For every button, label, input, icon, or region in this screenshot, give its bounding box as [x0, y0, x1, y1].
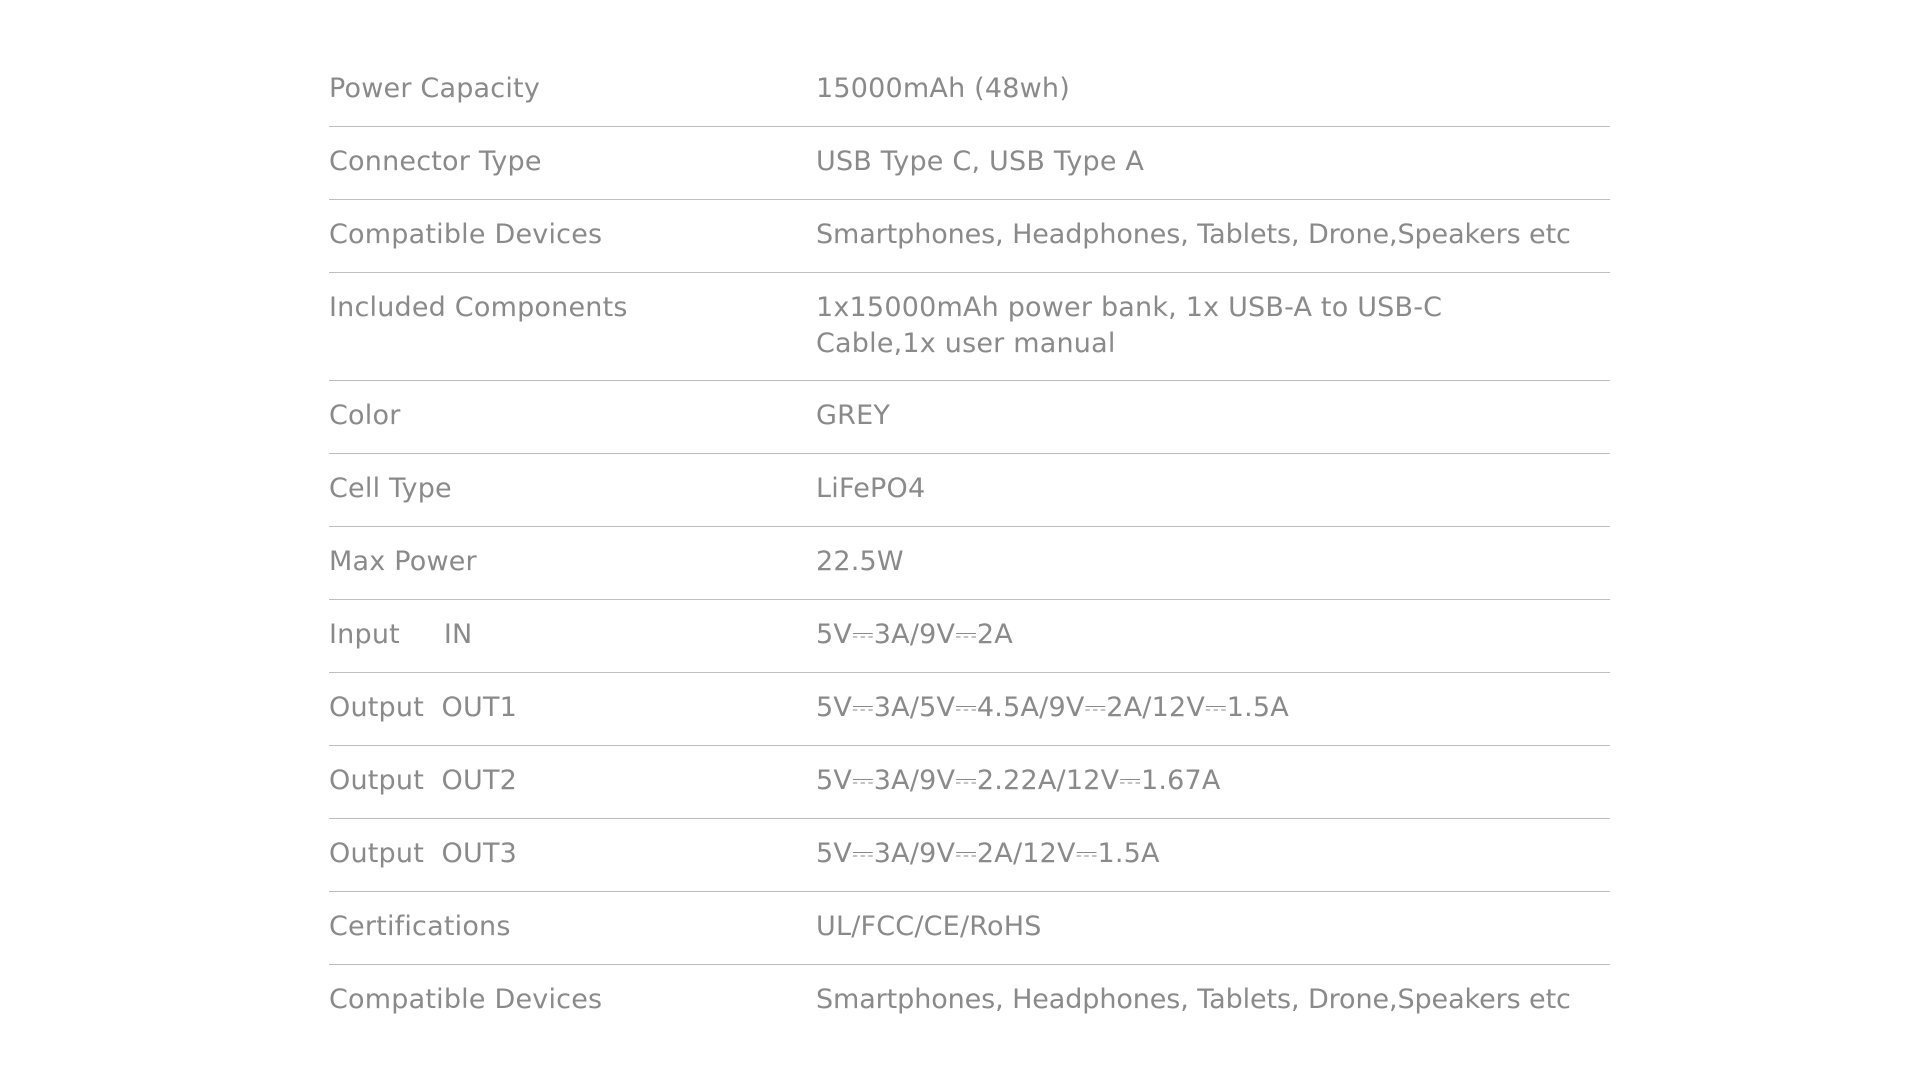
spec-row-input [329, 600, 1610, 673]
spec-label: Output OUT2 [329, 765, 518, 796]
spec-row-compatible-devices [329, 200, 1610, 273]
spec-label: Color [329, 400, 401, 431]
spec-row-output-out2 [329, 746, 1610, 819]
spec-label: Output OUT3 [329, 838, 518, 869]
spec-value: USB Type C, USB Type A [816, 146, 1145, 177]
spec-row-compatible-devices-2 [329, 965, 1610, 1038]
spec-row-cell-type [329, 454, 1610, 527]
spec-value: 5V⎓3A/9V⎓2A/12V⎓1.5A [816, 838, 1160, 869]
spec-value: 5V⎓3A/5V⎓4.5A/9V⎓2A/12V⎓1.5A [816, 692, 1289, 723]
spec-value: LiFePO4 [816, 473, 926, 504]
spec-row-power-capacity [329, 54, 1610, 127]
spec-row-max-power [329, 527, 1610, 600]
spec-label: Power Capacity [329, 73, 541, 104]
spec-value: 5V⎓3A/9V⎓2A [816, 619, 1013, 650]
spec-label: Connector Type [329, 146, 542, 177]
spec-row-included-components [329, 273, 1610, 381]
spec-row-output-out3 [329, 819, 1610, 892]
spec-label: Compatible Devices [329, 984, 603, 1015]
spec-label: Included Components [329, 292, 628, 323]
spec-value: Smartphones, Headphones, Tablets, Drone,Speakers etc [816, 984, 1571, 1015]
spec-value: 22.5W [816, 546, 904, 577]
spec-label: Compatible Devices [329, 219, 603, 250]
spec-label: Cell Type [329, 473, 452, 504]
spec-row-output-out1 [329, 673, 1610, 746]
spec-value: GREY [816, 400, 891, 431]
spec-value: 1x15000mAh power bank, 1x USB-A to USB-C Cable,1x user manual [816, 292, 1443, 359]
spec-row-color [329, 381, 1610, 454]
spec-label: Output OUT1 [329, 692, 518, 723]
spec-value: 5V⎓3A/9V⎓2.22A/12V⎓1.67A [816, 765, 1221, 796]
spec-label: Input IN [329, 619, 473, 650]
spec-table [329, 54, 1610, 1038]
spec-label: Certifications [329, 911, 511, 942]
spec-value: 15000mAh (48wh) [816, 73, 1070, 104]
spec-value: UL/FCC/CE/RoHS [816, 911, 1042, 942]
spec-value: Smartphones, Headphones, Tablets, Drone,Speakers etc [816, 219, 1571, 250]
spec-label: Max Power [329, 546, 477, 577]
spec-row-certifications [329, 892, 1610, 965]
spec-row-connector-type [329, 127, 1610, 200]
